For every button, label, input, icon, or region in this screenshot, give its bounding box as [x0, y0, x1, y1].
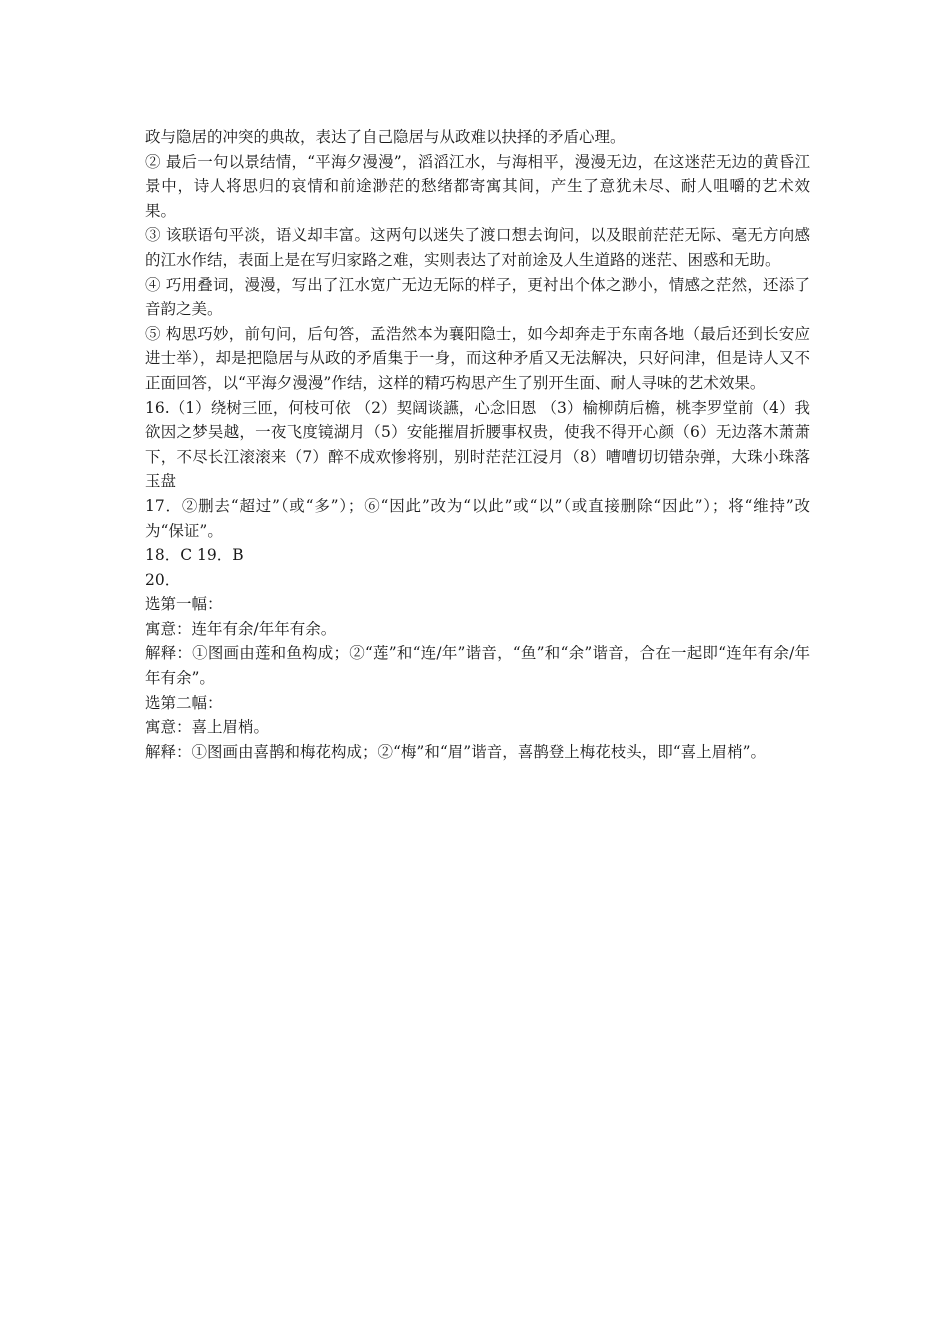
paragraph-point-2: ② 最后一句以景结情，“平海夕漫漫”，滔滔江水，与海相平，漫漫无边，在这迷茫无边的黄昏江景中，诗人将思归的哀情和前途渺茫的愁绪都寄寓其间，产生了意犹未尽、耐人咀嚼的艺术效果。: [145, 152, 810, 220]
answer-16: 16.（1）绕树三匝，何枝可依 （2）契阔谈讌，心念旧恩 （3）榆柳荫后檐，桃李罗堂前（4）我欲因之梦吴越，一夜飞度镜湖月（5）安能摧眉折腰事权贵，使我不得开心颜（6）无边落木萧萧下，不尽长江滚滚来（7）醉不成欢惨将别，别时茫茫江浸月（8）嘈嘈切切错杂弹，大珠小珠落玉盘: [145, 398, 810, 491]
answer-20-heading: 20．: [145, 570, 181, 589]
option-1-explanation: 解释：①图画由莲和鱼构成；②“莲”和“连/年”谐音，“鱼”和“余”谐音，合在一起即“连年有余/年年有余”。: [145, 644, 810, 688]
paragraph-point-5: ⑤ 构思巧妙，前句问，后句答，孟浩然本为襄阳隐士，如今却奔走于东南各地（最后还到长安应进士举），却是把隐居与从政的矛盾集于一身，而这种矛盾又无法解决，只好问津，但是诗人又不正面回答，以“平海夕漫漫”作结，这样的精巧构思产生了别开生面、耐人寻味的艺术效果。: [145, 324, 810, 392]
paragraph-continuation: 政与隐居的冲突的典故，表达了自己隐居与从政难以抉择的矛盾心理。: [145, 128, 626, 146]
option-2-heading: 选第二幅：: [145, 693, 223, 712]
option-1-meaning: 寓意：连年有余/年年有余。: [145, 619, 337, 638]
answer-18-19: 18．C 19．B: [145, 546, 244, 565]
option-2-explanation: 解释：①图画由喜鹊和梅花构成；②“梅”和“眉”谐音，喜鹊登上梅花枝头，即“喜上眉梢”。: [145, 742, 767, 761]
answer-17: 17．②删去“超过”（或“多”）；⑥“因此”改为“以此”或“以”（或直接删除“因此”）；将“维持”改为“保证”。: [145, 496, 810, 540]
document-body: [145, 125, 810, 764]
paragraph-point-3: ③ 该联语句平淡，语义却丰富。这两句以迷失了渡口想去询问，以及眼前茫茫无际、毫无方向感的江水作结，表面上是在写归家路之难，实则表达了对前途及人生道路的迷茫、困惑和无助。: [145, 226, 810, 269]
option-2-meaning: 寓意：喜上眉梢。: [145, 718, 270, 737]
option-1-heading: 选第一幅：: [145, 595, 223, 614]
paragraph-point-4: ④ 巧用叠词，漫漫，写出了江水宽广无边无际的样子，更衬出个体之渺小，情感之茫然，还添了音韵之美。: [145, 275, 810, 319]
